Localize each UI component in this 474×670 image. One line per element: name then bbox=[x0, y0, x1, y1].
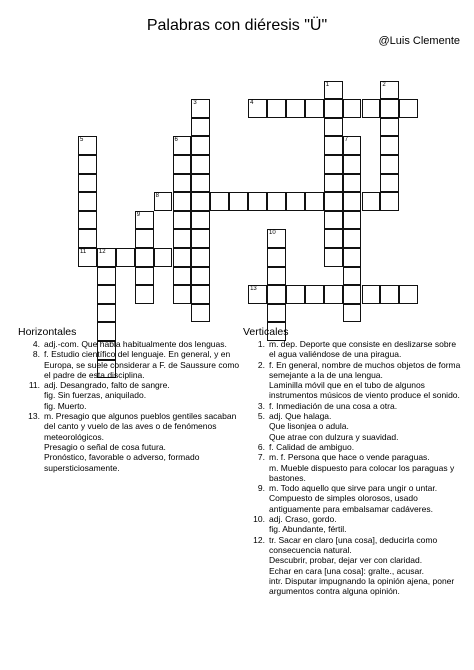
clue-item bbox=[243, 483, 465, 514]
grid-cell[interactable] bbox=[97, 248, 116, 267]
clue-item bbox=[243, 535, 465, 597]
clue-line: fig. Abundante, fértil. bbox=[269, 524, 347, 535]
grid-cell[interactable] bbox=[343, 136, 362, 155]
clue-item-number: 7. bbox=[257, 452, 265, 463]
grid-cell[interactable] bbox=[97, 285, 116, 304]
vertical-heading: Verticales bbox=[243, 326, 289, 338]
grid-cell[interactable] bbox=[191, 174, 210, 193]
grid-cell[interactable] bbox=[343, 99, 362, 118]
grid-cell[interactable] bbox=[135, 285, 154, 304]
clue-item-text bbox=[269, 452, 465, 483]
grid-cell[interactable] bbox=[343, 155, 362, 174]
clue-line: m. Todo aquello que sirve para ungir o untar. bbox=[269, 483, 438, 494]
clue-item bbox=[18, 349, 240, 380]
clue-item-number: 6. bbox=[257, 441, 265, 452]
clue-line: m. dep. Deporte que consiste en deslizarse sobre el agua valiéndose de una piragua. bbox=[269, 339, 457, 360]
clue-item bbox=[243, 452, 465, 483]
grid-cell[interactable] bbox=[324, 155, 343, 174]
clue-number: 4 bbox=[250, 100, 254, 107]
grid-cell[interactable] bbox=[362, 285, 381, 304]
clue-line: Presagio o señal de cosa futura. bbox=[44, 441, 166, 452]
grid-cell[interactable] bbox=[305, 99, 324, 118]
clue-line: f. Estudio científico del lenguaje. En general, y en Europa, se suele considerar a F. de Saussure como el padre de esta disciplina. bbox=[44, 349, 240, 380]
crossword-grid bbox=[0, 0, 474, 330]
clue-item bbox=[18, 339, 240, 349]
grid-cell[interactable] bbox=[380, 285, 399, 304]
clue-line: Pronóstico, favorable o adverso, formado supersticiosamente. bbox=[44, 452, 200, 473]
clue-line: Laminilla móvil que en el tubo de algunos instrumentos músicos de viento produce el sonido. bbox=[269, 380, 460, 401]
clue-line: tr. Sacar en claro [una cosa], deducirla como consecuencia natural. bbox=[269, 534, 438, 555]
clue-item-text bbox=[269, 514, 465, 535]
grid-cell[interactable] bbox=[78, 136, 97, 155]
clue-number: 11 bbox=[80, 249, 87, 255]
grid-cell[interactable] bbox=[267, 285, 286, 304]
clue-line: Compuesto de simples olorosos, usado antiguamente para embalsamar cadáveres. bbox=[269, 493, 433, 514]
grid-cell[interactable] bbox=[324, 136, 343, 155]
clue-number: 7 bbox=[344, 137, 348, 144]
clue-number: 13 bbox=[250, 286, 257, 293]
grid-cell[interactable] bbox=[191, 155, 210, 174]
grid-cell[interactable] bbox=[324, 99, 343, 118]
grid-cell[interactable] bbox=[173, 174, 192, 193]
grid-cell[interactable] bbox=[324, 211, 343, 230]
clue-item-text bbox=[269, 401, 465, 411]
grid-cell[interactable] bbox=[229, 192, 248, 211]
clue-line: fig. Muerto. bbox=[44, 400, 87, 411]
grid-cell[interactable] bbox=[380, 118, 399, 137]
grid-cell[interactable] bbox=[135, 248, 154, 267]
grid-cell[interactable] bbox=[267, 192, 286, 211]
clue-number: 8 bbox=[155, 193, 159, 200]
grid-cell[interactable] bbox=[173, 155, 192, 174]
clue-number: 10 bbox=[269, 230, 276, 237]
grid-cell[interactable] bbox=[267, 304, 286, 323]
grid-cell[interactable] bbox=[191, 229, 210, 248]
clue-item bbox=[243, 339, 465, 360]
clue-line: adj. Que halaga. bbox=[269, 411, 332, 422]
clue-item-number: 8. bbox=[32, 349, 40, 360]
grid-cell[interactable] bbox=[78, 155, 97, 174]
clue-item-number: 9. bbox=[257, 483, 265, 494]
clue-number: 3 bbox=[193, 100, 197, 107]
grid-cell[interactable] bbox=[248, 285, 267, 304]
clue-item-text bbox=[44, 349, 240, 380]
grid-cell[interactable] bbox=[191, 285, 210, 304]
horizontal-clue-list bbox=[18, 339, 240, 473]
grid-cell[interactable] bbox=[343, 304, 362, 323]
clue-line: adj. Craso, gordo. bbox=[269, 514, 337, 525]
grid-cell[interactable] bbox=[97, 267, 116, 286]
clue-item bbox=[243, 360, 465, 401]
clue-item-number: 1. bbox=[257, 339, 265, 349]
clue-line: Descubrir, probar, dejar ver con claridad. bbox=[269, 555, 423, 566]
clue-number: 12 bbox=[98, 249, 106, 255]
grid-cell[interactable] bbox=[343, 174, 362, 193]
clue-item bbox=[243, 411, 465, 442]
clue-item-text bbox=[44, 411, 240, 473]
grid-cell[interactable] bbox=[286, 192, 305, 211]
clue-item-text bbox=[44, 339, 240, 349]
clue-line: Que atrae con dulzura y suavidad. bbox=[269, 431, 399, 442]
grid-cell[interactable] bbox=[267, 267, 286, 286]
grid-cell[interactable] bbox=[324, 229, 343, 248]
clue-item-number: 12. bbox=[253, 534, 265, 545]
grid-cell[interactable] bbox=[380, 99, 399, 118]
grid-cell[interactable] bbox=[78, 229, 97, 248]
grid-cell[interactable] bbox=[191, 118, 210, 137]
grid-cell[interactable] bbox=[191, 99, 210, 118]
grid-cell[interactable] bbox=[173, 267, 192, 286]
clue-line: f. Calidad de ambiguo. bbox=[269, 441, 355, 452]
grid-cell[interactable] bbox=[380, 155, 399, 174]
grid-cell[interactable] bbox=[305, 285, 324, 304]
vertical-clues bbox=[243, 326, 465, 596]
grid-cell[interactable] bbox=[78, 192, 97, 211]
grid-cell[interactable] bbox=[343, 229, 362, 248]
clue-line: intr. Disputar impugnando la opinión ajena, poner argumentos contra alguna opinión. bbox=[269, 575, 455, 597]
grid-cell[interactable] bbox=[380, 192, 399, 211]
clue-item-text bbox=[269, 411, 465, 442]
clue-line: f. Inmediación de una cosa a otra. bbox=[269, 400, 398, 411]
clue-line: adj.-com. Que habla habitualmente dos lenguas. bbox=[44, 339, 227, 349]
grid-cell[interactable] bbox=[343, 267, 362, 286]
puzzle-title: Palabras con diéresis "Ü" bbox=[146, 17, 328, 34]
clue-line: Que lisonjea o adula. bbox=[269, 421, 349, 432]
clue-number: 5 bbox=[80, 137, 84, 144]
clue-item-text bbox=[269, 483, 465, 514]
grid-cell[interactable] bbox=[191, 267, 210, 286]
grid-cell[interactable] bbox=[380, 81, 399, 100]
clue-item-number: 5. bbox=[257, 411, 265, 422]
clue-item-text bbox=[44, 380, 240, 411]
vertical-clue-list bbox=[243, 339, 465, 596]
grid-cell[interactable] bbox=[135, 229, 154, 248]
clue-item-number: 3. bbox=[257, 400, 265, 411]
grid-cell[interactable] bbox=[324, 81, 343, 100]
grid-cell[interactable] bbox=[135, 211, 154, 230]
grid-cell[interactable] bbox=[362, 99, 381, 118]
grid-cell[interactable] bbox=[173, 136, 192, 155]
clue-item bbox=[243, 401, 465, 411]
grid-cell[interactable] bbox=[267, 229, 286, 248]
clue-number: 9 bbox=[136, 211, 141, 218]
grid-cell[interactable] bbox=[324, 285, 343, 304]
clue-line: fig. Sin fuerzas, aniquilado. bbox=[44, 390, 147, 401]
grid-cell[interactable] bbox=[116, 248, 135, 267]
clue-number: 2 bbox=[382, 81, 386, 88]
grid-cell[interactable] bbox=[399, 285, 418, 304]
clue-item-text bbox=[269, 442, 465, 452]
grid-cell[interactable] bbox=[191, 192, 210, 211]
clue-number: 1 bbox=[325, 81, 330, 88]
grid-cell[interactable] bbox=[248, 99, 267, 118]
grid-cell[interactable] bbox=[97, 304, 116, 323]
clue-item-number: 13. bbox=[28, 411, 40, 422]
grid-cell[interactable] bbox=[343, 211, 362, 230]
grid-cell[interactable] bbox=[324, 248, 343, 267]
clue-item-number: 2. bbox=[257, 359, 265, 370]
author-credit: @Luis Clemente bbox=[378, 35, 460, 47]
grid-cell[interactable] bbox=[324, 174, 343, 193]
clue-item-number: 4. bbox=[32, 339, 40, 349]
horizontal-heading: Horizontales bbox=[18, 326, 77, 338]
clue-line: adj. Desangrado, falto de sangre. bbox=[44, 380, 170, 391]
clue-line: m. Mueble dispuesto para colocar los paraguas y bastones. bbox=[269, 462, 455, 483]
grid-cell[interactable] bbox=[191, 211, 210, 230]
grid-cell[interactable] bbox=[399, 99, 418, 118]
grid-cell[interactable] bbox=[78, 174, 97, 193]
grid-cell[interactable] bbox=[343, 248, 362, 267]
grid-cell[interactable] bbox=[78, 248, 97, 267]
clue-line: f. En general, nombre de muchos objetos de forma semejante a la de una lengua. bbox=[269, 359, 461, 380]
clue-line: Echar en cara [una cosa]: gralte., acusar. bbox=[269, 565, 424, 576]
clue-item-number: 10. bbox=[253, 514, 265, 525]
clue-item bbox=[18, 411, 240, 473]
grid-cell[interactable] bbox=[343, 285, 362, 304]
grid-cell[interactable] bbox=[191, 304, 210, 323]
grid-cell[interactable] bbox=[191, 248, 210, 267]
grid-cell[interactable] bbox=[324, 192, 343, 211]
grid-cell[interactable] bbox=[135, 267, 154, 286]
grid-cell[interactable] bbox=[305, 192, 324, 211]
grid-cell[interactable] bbox=[173, 211, 192, 230]
clue-number: 6 bbox=[174, 137, 178, 144]
grid-cell[interactable] bbox=[173, 285, 192, 304]
clue-item-text bbox=[269, 360, 465, 401]
grid-cell[interactable] bbox=[248, 192, 267, 211]
clue-line: m. f. Persona que hace o vende paraguas. bbox=[269, 452, 430, 463]
grid-cell[interactable] bbox=[380, 174, 399, 193]
grid-cell[interactable] bbox=[173, 248, 192, 267]
grid-cell[interactable] bbox=[154, 248, 173, 267]
clue-item bbox=[18, 380, 240, 411]
grid-cell[interactable] bbox=[267, 248, 286, 267]
clue-item-number: 11. bbox=[28, 380, 40, 391]
grid-cell[interactable] bbox=[191, 136, 210, 155]
clue-item-text bbox=[269, 339, 465, 360]
horizontal-clues bbox=[18, 326, 240, 473]
grid-cell[interactable] bbox=[154, 192, 173, 211]
grid-cell[interactable] bbox=[210, 192, 229, 211]
clue-item bbox=[243, 442, 465, 452]
grid-cell[interactable] bbox=[267, 99, 286, 118]
grid-cell[interactable] bbox=[362, 192, 381, 211]
grid-cell[interactable] bbox=[380, 136, 399, 155]
grid-cell[interactable] bbox=[173, 192, 192, 211]
clue-item-text bbox=[269, 535, 465, 597]
grid-cell[interactable] bbox=[286, 99, 305, 118]
grid-cell[interactable] bbox=[78, 211, 97, 230]
clue-line: m. Presagio que algunos pueblos gentiles sacaban del canto y vuelo de las aves o de fenómenos meteorológicos. bbox=[44, 411, 237, 442]
grid-cell[interactable] bbox=[324, 118, 343, 137]
clue-item bbox=[243, 514, 465, 535]
grid-cell[interactable] bbox=[286, 285, 305, 304]
grid-cell[interactable] bbox=[173, 229, 192, 248]
grid-cell[interactable] bbox=[343, 192, 362, 211]
